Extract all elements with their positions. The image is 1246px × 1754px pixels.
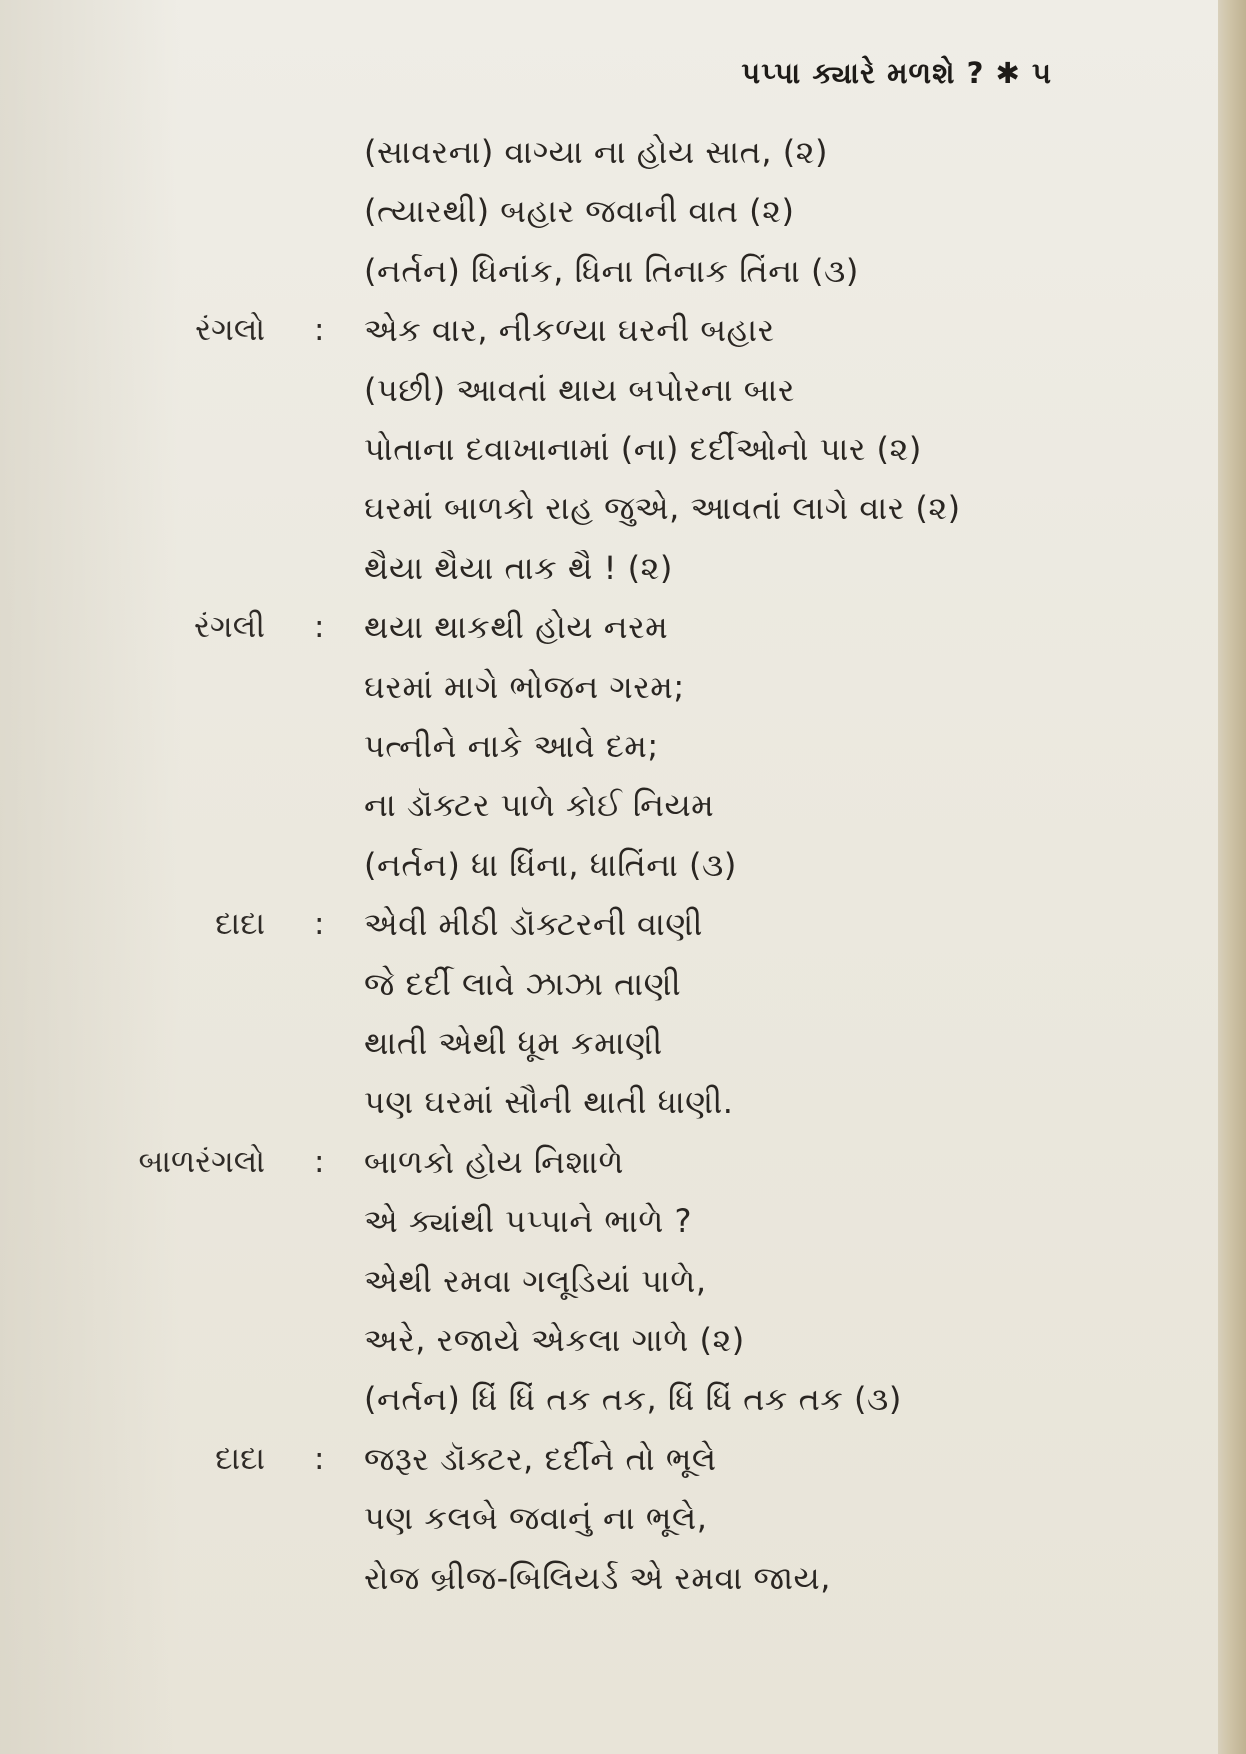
dialogue-line: [0, 1439, 1218, 1499]
line-text: ઘરમાં માગે ભોજન ગરમ;: [364, 667, 685, 706]
dialogue-line: [0, 1142, 1218, 1202]
line-text: પણ ઘરમાં સૌની થાતી ધાણી.: [364, 1083, 734, 1122]
line-text: (નર્તન) ધા ધિંના, ધાતિંના (૩): [364, 845, 737, 884]
line-text: (નર્તન) ધિનાંક, ધિના તિનાક તિંના (૩): [364, 251, 859, 290]
dialogue-line: [0, 1261, 1218, 1321]
line-text: એથી રમવા ગલૂડિયાં પાળે,: [364, 1261, 707, 1300]
dialogue-line: [0, 1023, 1218, 1083]
dialogue-line: [0, 1320, 1218, 1380]
dialogue-line: [0, 1201, 1218, 1261]
dialogue-line: [0, 607, 1218, 667]
dialogue-line: [0, 1558, 1218, 1618]
line-text: (પછી) આવતાં થાય બપોરના બાર: [364, 370, 795, 409]
speaker-colon: :: [314, 906, 325, 943]
dialogue-line: [0, 251, 1218, 311]
dialogue-line: [0, 904, 1218, 964]
page-edge: [1218, 0, 1246, 1754]
dialogue-line: [0, 429, 1218, 489]
speaker-colon: :: [314, 609, 325, 646]
speaker-colon: :: [314, 312, 325, 349]
line-text: એક વાર, નીકળ્યા ઘરની બહાર: [364, 311, 775, 350]
speaker-colon: :: [314, 1440, 325, 1477]
line-text: એવી મીઠી ડૉક્ટરની વાણી: [364, 905, 703, 944]
speaker-name: રંગલી: [194, 609, 265, 646]
dialogue-line: [0, 1498, 1218, 1558]
line-text: પત્નીને નાકે આવે દમ;: [364, 727, 659, 765]
line-text: (ત્યારથી) બહાર જવાની વાત (૨): [364, 192, 795, 231]
dialogue-line: [0, 370, 1218, 430]
line-text: જે દર્દી લાવે ઝાઝા તાણી: [364, 964, 682, 1003]
line-text: જરૂર ડૉક્ટર, દર્દીને તો ભૂલે: [364, 1439, 717, 1478]
line-text: પણ કલબે જવાનું ના ભૂલે,: [364, 1499, 708, 1538]
line-text: થૈયા થૈયા તાક થૈ ! (૨): [364, 548, 673, 587]
line-text: એ ક્યાંથી પપ્પાને ભાળે ?: [364, 1202, 692, 1241]
dialogue-line: [0, 132, 1218, 192]
line-text: ના ડૉક્ટર પાળે કોઈ નિયમ: [364, 786, 715, 825]
line-text: ઘરમાં બાળકો રાહ જુએ, આવતાં લાગે વાર (૨): [364, 489, 961, 528]
dialogue-line: [0, 785, 1218, 845]
page-header: પપ્પા ક્યારે મળશે ? ✱ ૫: [741, 56, 1052, 90]
dialogue-line: [0, 548, 1218, 608]
dialogue-line: [0, 310, 1218, 370]
line-text: પોતાના દવાખાનામાં (ના) દર્દીઓનો પાર (૨): [364, 430, 922, 468]
dialogue-line: [0, 191, 1218, 251]
line-text: બાળકો હોય નિશાળે: [364, 1142, 624, 1181]
dialogue-line: [0, 845, 1218, 905]
line-text: થયા થાકથી હોય નરમ: [364, 608, 669, 647]
speaker-name: દાદા: [215, 1440, 265, 1477]
dialogue-line: [0, 964, 1218, 1024]
dialogue-line: [0, 1379, 1218, 1439]
dialogue-line: [0, 1082, 1218, 1142]
speaker-name: દાદા: [215, 906, 265, 943]
dialogue-line: [0, 726, 1218, 786]
line-text: (નર્તન) ધિં ધિં તક તક, ધિં ધિં તક તક (૩): [364, 1380, 902, 1419]
speaker-name: બાળરંગલો: [138, 1143, 265, 1180]
line-text: (સાવરના) વાગ્યા ના હોય સાત, (૨): [364, 133, 828, 171]
line-text: અરે, રજાયે એકલા ગાળે (૨): [364, 1321, 745, 1359]
line-text: રોજ બ્રીજ-બિલિયર્ડ એ રમવા જાય,: [364, 1558, 831, 1597]
line-text: થાતી એથી ધૂમ કમાણી: [364, 1024, 663, 1062]
dialogue-line: [0, 488, 1218, 548]
dialogue-line: [0, 667, 1218, 727]
speaker-colon: :: [314, 1143, 325, 1180]
speaker-name: રંગલો: [195, 312, 265, 349]
